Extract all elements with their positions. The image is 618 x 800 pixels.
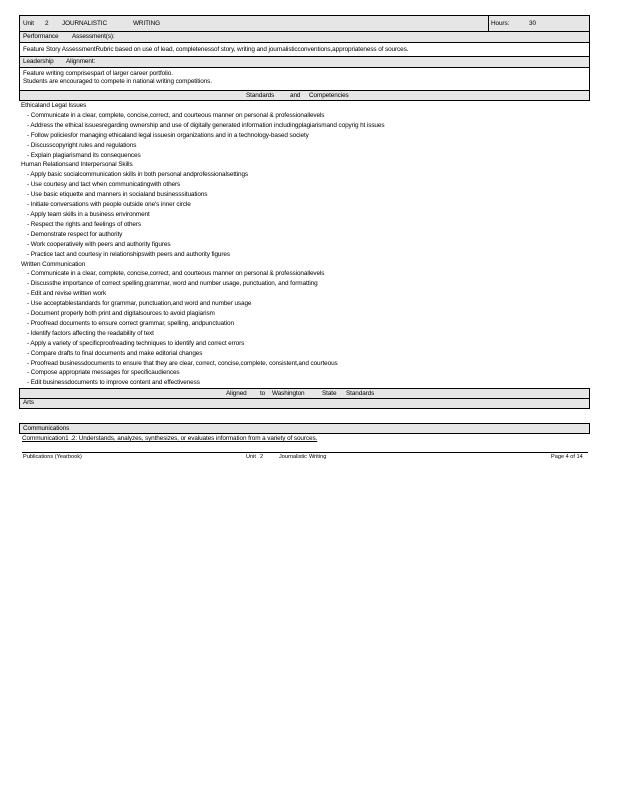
leadership-label-row bbox=[19, 56, 590, 67]
footer-left: Publications (Yearbook) bbox=[23, 454, 82, 460]
communications-label-row bbox=[19, 423, 590, 434]
competency-item: - Use courtesy and tact when communicatingwith others bbox=[27, 181, 181, 189]
footer-unit-label: Unit bbox=[246, 454, 256, 460]
competency-item: - Proofread documents to ensure correct grammar, spelling, andpunctuation bbox=[27, 319, 234, 327]
competency-item: - Use basic etiquette and manners in socialand businesssituations bbox=[27, 191, 208, 199]
competency-item: - Identify factors affecting the readability of text bbox=[27, 329, 154, 337]
aligned-heading-word-2: to bbox=[260, 390, 266, 398]
leadership-label-1: Leadership bbox=[23, 58, 54, 65]
leadership-line-2: Students are encouraged to compete in national writing competitions. bbox=[23, 78, 212, 85]
aligned-heading-word-4: State bbox=[322, 390, 337, 398]
leadership-line-1: Feature writing comprisespart of larger career portfolio. bbox=[23, 70, 173, 77]
performance-label-1: Performance bbox=[23, 33, 59, 40]
footer-unit-title-1: Journalistic bbox=[279, 454, 307, 460]
performance-label-row bbox=[19, 31, 590, 42]
unit-label: Unit bbox=[23, 20, 34, 27]
document-page bbox=[19, 15, 590, 445]
competency-item: - Compare drafts to final documents and make editorial changes bbox=[27, 349, 203, 357]
competency-item: - Proofread businessdocuments to ensure that they are clear, correct, concise,complete, consistent,and courteous bbox=[27, 359, 338, 367]
footer-unit-number: 2 bbox=[260, 454, 264, 460]
footer-unit-title-2: Writing bbox=[309, 454, 327, 460]
competency-item: - Use acceptablestandards for grammar, punctuation,and word and number usage bbox=[27, 300, 252, 308]
competency-group-title: Ethicaland Legal Issues bbox=[21, 102, 87, 109]
competency-group-title: Human Relationsand Interpersonal Skills bbox=[21, 161, 133, 169]
footer-rule bbox=[22, 452, 588, 453]
unit-title-word-2: WRITING bbox=[133, 20, 160, 27]
unit-title-word-1: JOURNALISTIC bbox=[62, 20, 107, 27]
competency-item: - Follow policiesfor managing ethicaland legal issuesin organizations and in a technology-based society bbox=[27, 131, 309, 139]
standards-heading-word-3: Competencies bbox=[309, 92, 349, 99]
hours-label: Hours: bbox=[491, 20, 510, 27]
arts-label: Arts bbox=[23, 399, 34, 407]
competency-item: - Document properly both print and digitalsources to avoid plagiarism bbox=[27, 310, 215, 318]
competency-group-title: Written Communication bbox=[21, 260, 86, 268]
competency-item: - Communicate in a clear, complete, concise,correct, and courteous manner on personal & professionallevels bbox=[27, 111, 325, 119]
arts-row bbox=[19, 399, 590, 409]
unit-header-row bbox=[19, 15, 590, 31]
competency-list bbox=[19, 101, 590, 388]
leadership-text-row bbox=[19, 67, 590, 90]
performance-text: Feature Story AssessmentRubric based on use of lead, completenessof story, writing and journalisticconventions,appropriateness of sources. bbox=[23, 46, 409, 53]
communications-label: Communications bbox=[23, 425, 70, 433]
competency-item: - Demonstrate respect for authority bbox=[27, 230, 123, 238]
competency-item: - Practice tact and courtesy in relationshipswith peers and authority figures bbox=[27, 250, 230, 258]
competency-item: - Address the ethical issuesregarding ownership and use of digitally generated information includingplagiarismand copyrig ht issues bbox=[27, 121, 385, 129]
competency-item: - Apply basic socialcommunication skills in both personal andprofessionalsettings bbox=[27, 171, 249, 179]
leadership-label-2: Alignment: bbox=[66, 58, 96, 65]
competency-item: - Discusscopyright rules and regulations bbox=[27, 141, 137, 149]
aligned-heading-word-1: Aligned bbox=[226, 390, 247, 398]
communications-standard: Communication1 .2: Understands, analyzes, synthesizes, or evaluates information from a variety of sources. bbox=[22, 435, 318, 443]
performance-text-row bbox=[19, 42, 590, 56]
competency-item: - Apply team skills in a business environment bbox=[27, 210, 150, 218]
competency-item: - Explain plagiarismand its consequences bbox=[27, 151, 141, 159]
performance-label-2: Assessment(s): bbox=[72, 33, 115, 40]
unit-number: 2 bbox=[45, 20, 49, 27]
hours-divider bbox=[488, 16, 489, 32]
competency-item: - Compose appropriate messages for specificaudiences bbox=[27, 369, 180, 377]
competency-item: - Communicate in a clear, complete, concise,correct, and courteous manner on personal & professionallevels bbox=[27, 270, 325, 278]
communications-standard-row bbox=[19, 434, 590, 445]
aligned-heading-word-3: Washington bbox=[272, 390, 305, 398]
competency-item: - Work cooperatively with peers and authority figures bbox=[27, 240, 171, 248]
hours-value: 30 bbox=[529, 20, 536, 27]
competency-item: - Apply a variety of specificproofreading techniques to identify and correct errors bbox=[27, 339, 245, 347]
competency-item: - Edit and revise written work bbox=[27, 290, 107, 298]
aligned-heading-word-5: Standards bbox=[346, 390, 375, 398]
competency-item: - Respect the rights and feelings of others bbox=[27, 220, 141, 228]
competency-item: - Discussthe importance of correct spelling,grammar, word and number usage, punctuation, and formatting bbox=[27, 280, 318, 288]
footer-page-number: Page 4 of 14 bbox=[551, 454, 583, 460]
spacer bbox=[19, 409, 590, 423]
standards-heading-word-1: Standards bbox=[246, 92, 275, 99]
standards-heading-word-2: and bbox=[290, 92, 301, 99]
competency-item: - Edit businessdocuments to improve content and effectiveness bbox=[27, 379, 200, 387]
standards-heading-row bbox=[19, 90, 590, 101]
competency-item: - Initiate conversations with people outside one's inner circle bbox=[27, 201, 191, 209]
aligned-heading-row bbox=[19, 388, 590, 399]
